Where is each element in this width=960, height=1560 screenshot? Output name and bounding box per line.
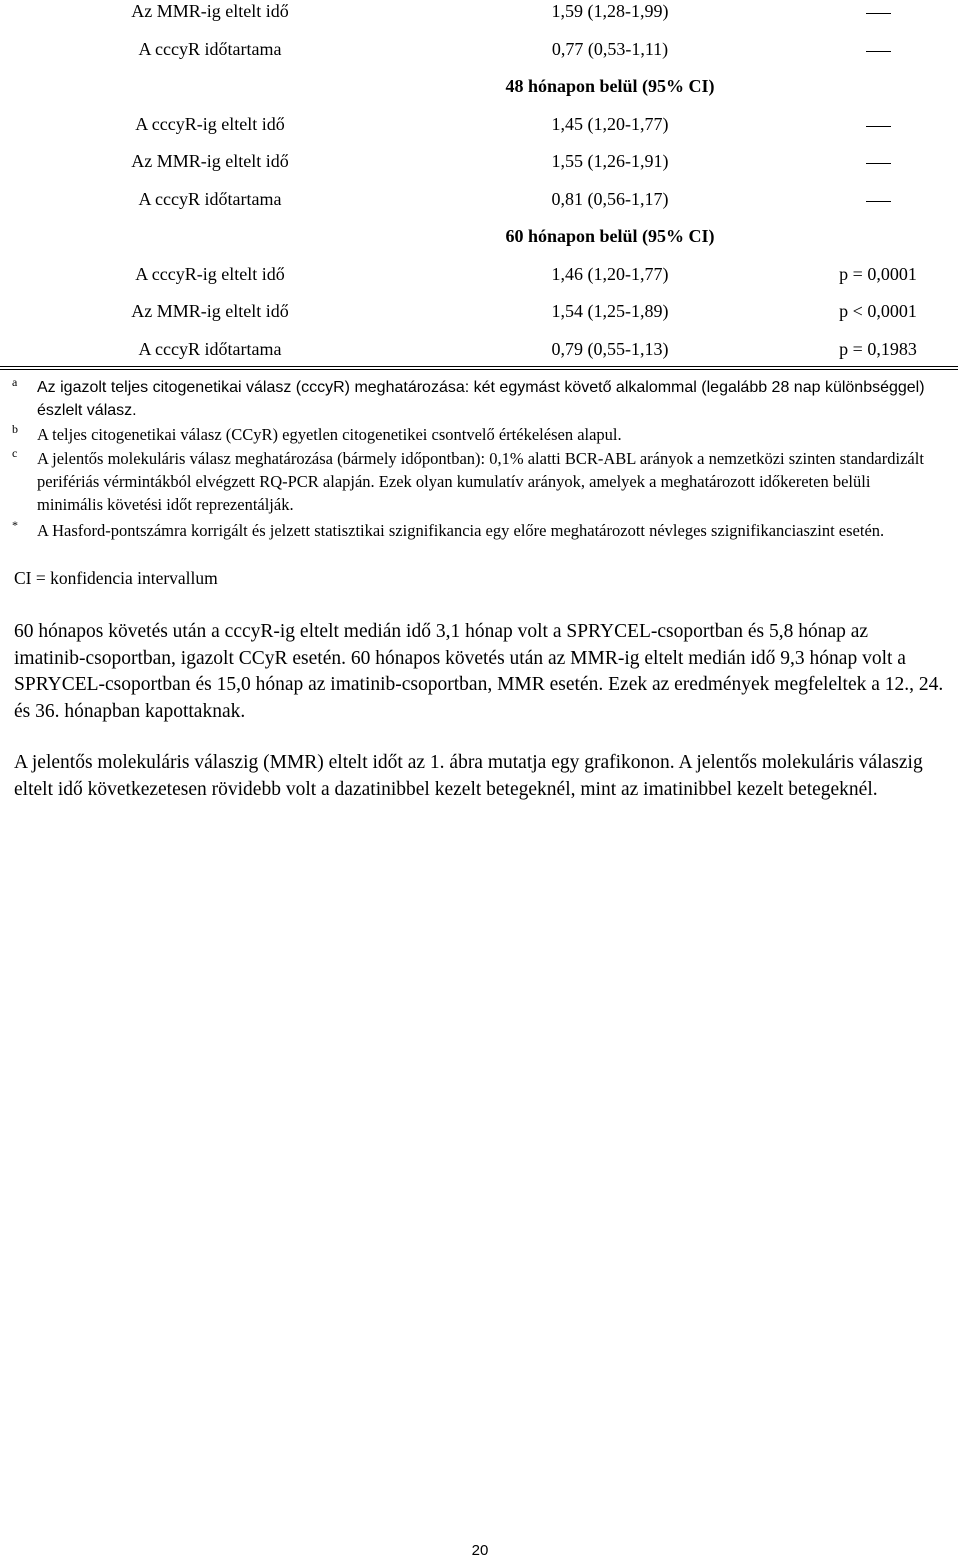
footnote-mark: b [12, 422, 18, 436]
row-value: 1,54 (1,25-1,89) [551, 301, 669, 321]
row-value: 1,59 (1,28-1,99) [551, 1, 669, 21]
dash-mark [866, 13, 891, 14]
page-number: 20 [471, 1542, 489, 1559]
table-bottom-rule [0, 369, 958, 370]
footnote-star [0, 519, 940, 542]
row-label: A cccyR időtartama [138, 38, 282, 59]
footnote-a [0, 376, 940, 422]
table-row [0, 150, 960, 188]
dash-mark [866, 51, 891, 52]
dash-mark [866, 163, 891, 164]
footnote-mark: a [12, 375, 18, 389]
footnote-mark: c [12, 446, 18, 460]
footnote-text: A Hasford-pontszámra korrigált és jelzett statisztikai szignifikancia egy előre meghatározott névleges szignifikanciaszint esetén. [37, 521, 885, 540]
table-row [0, 300, 960, 338]
row-value: 0,77 (0,53-1,11) [551, 38, 669, 59]
row-p-value: p < 0,0001 [839, 301, 917, 321]
row-p-value [808, 0, 948, 22]
row-p-value [808, 113, 948, 135]
row-value: 1,55 (1,26-1,91) [551, 151, 669, 171]
results-table [0, 0, 960, 372]
table-row [0, 38, 960, 76]
row-label: A cccyR-ig eltelt idő [135, 263, 285, 284]
table-section-header [0, 75, 960, 113]
table-section-header [0, 225, 960, 263]
row-p-value [808, 188, 948, 210]
dash-mark [866, 201, 891, 202]
row-value: 1,46 (1,20-1,77) [551, 263, 669, 284]
row-p-value [808, 38, 948, 60]
row-p-value: p = 0,0001 [839, 263, 917, 284]
footnote-text: A teljes citogenetikai válasz (CCyR) egyetlen citogenetikei csontvelő értékelésen alapul. [37, 425, 622, 444]
footnote-b [0, 423, 940, 446]
section-title: 48 hónapon belül (95% CI) [505, 76, 715, 96]
dash-mark [866, 126, 891, 127]
paragraph: A jelentős molekuláris válaszig (MMR) eltelt időt az 1. ábra mutatja egy grafikonon. A jelentős molekuláris válaszig eltelt idő következetesen rövidebb volt a dazatinibbel kezelt betegeknél, mint az imatinibbel kezelt betegeknél. [14, 752, 923, 800]
row-value: 0,79 (0,55-1,13) [551, 338, 669, 359]
footnote-mark: * [12, 518, 18, 532]
row-label: A cccyR időtartama [138, 338, 282, 359]
section-title: 60 hónapon belül (95% CI) [505, 226, 715, 246]
row-value: 0,81 (0,56-1,17) [551, 188, 669, 209]
footnote-text: A jelentős molekuláris válasz meghatározása (bármely időpontban): 0,1% alatti BCR-ABL arányok a nemzetközi szinten standardizált perifériás vérmintákból elvégzett RQ-PCR alapján. Ezek olyan kumulatív arányok, amelyek a meghatározott időkereten belüli minimális követési időt reprezentálják. [37, 449, 924, 514]
table-row [0, 188, 960, 226]
row-p-value: p = 0,1983 [839, 338, 917, 359]
table-bottom-rule [0, 366, 958, 367]
row-label: A cccyR-ig eltelt idő [135, 113, 285, 134]
row-p-value [808, 150, 948, 172]
row-label: Az MMR-ig eltelt idő [131, 1, 289, 21]
row-value: 1,45 (1,20-1,77) [551, 113, 669, 134]
row-label: Az MMR-ig eltelt idő [131, 301, 289, 321]
ci-definition: CI = konfidencia intervallum [14, 568, 218, 588]
row-label: Az MMR-ig eltelt idő [131, 151, 289, 171]
row-label: A cccyR időtartama [138, 188, 282, 209]
paragraph: 60 hónapos követés után a cccyR-ig eltelt medián idő 3,1 hónap volt a SPRYCEL-csoportban és 5,8 hónap az imatinib-csoportban, igazolt CCyR esetén. 60 hónapos követés után az MMR-ig eltelt medián idő 9,3 hónap volt a SPRYCEL-csoportban és 15,0 hónap az imatinib-csoportban, MMR esetén. Ezek az eredmények megfeleltek a 12., 24. és 36. hónapban kapottaknak. [14, 621, 944, 723]
table-row [0, 0, 960, 38]
footnote-c [0, 447, 940, 516]
table-row [0, 113, 960, 151]
footnote-text: Az igazolt teljes citogenetikai válasz (cccyR) meghatározása: két egymást követő alkalommal (legalább 28 nap különbséggel) észlelt válasz. [37, 379, 925, 419]
table-row [0, 263, 960, 301]
